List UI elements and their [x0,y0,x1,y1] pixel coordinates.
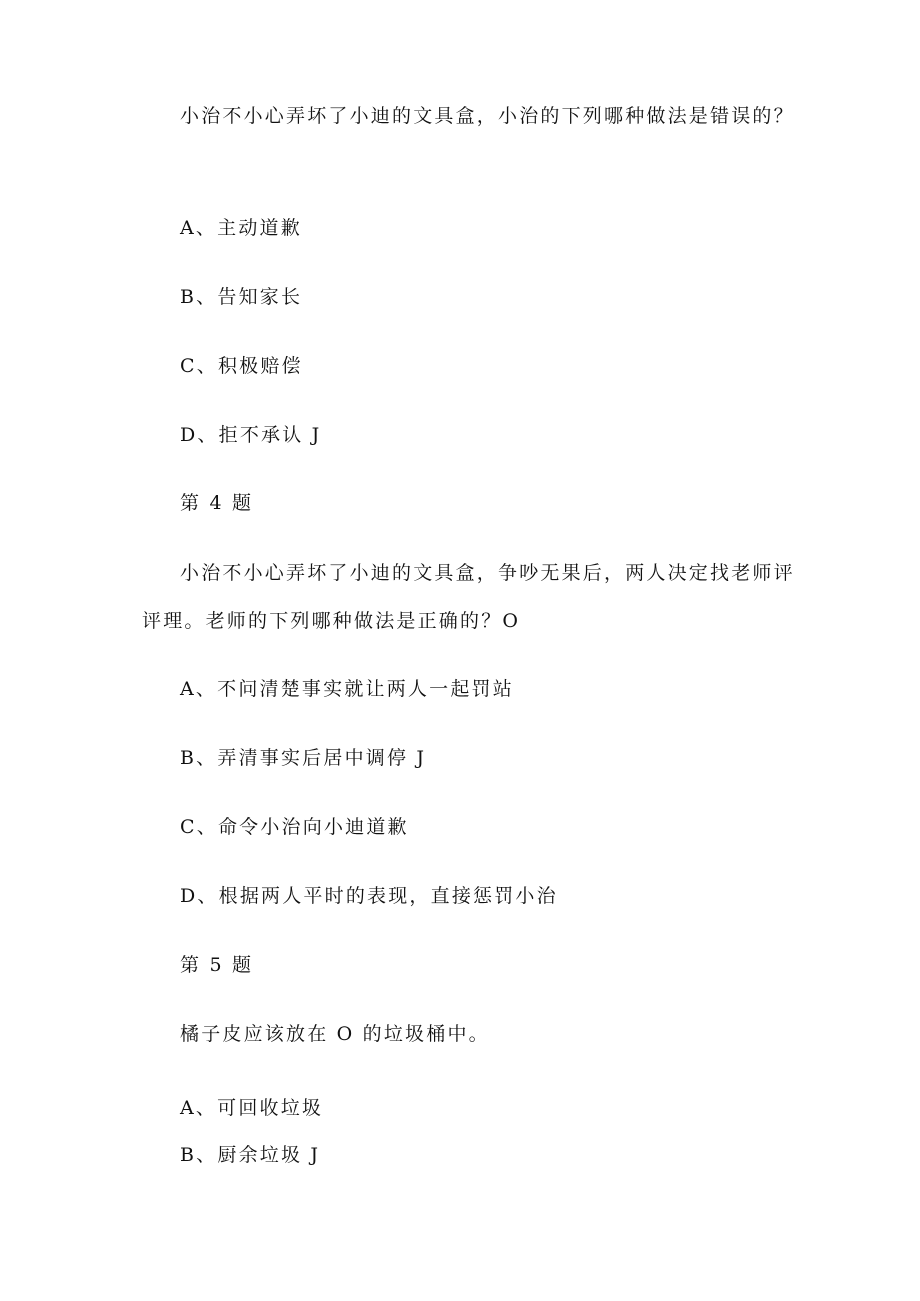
q3-option-b: B、告知家长 [180,286,303,308]
q5-stem: 橘子皮应该放在 O 的垃圾桶中。 [180,1023,490,1045]
q4-stem-line2: 评理。老师的下列哪种做法是正确的？O [142,610,521,632]
q4-heading: 第 4 题 [180,492,254,514]
q4-option-c: C、命令小治向小迪道歉 [180,816,409,838]
q4-option-d: D、根据两人平时的表现，直接惩罚小治 [180,885,558,907]
q5-option-b: B、厨余垃圾 J [180,1144,321,1166]
q4-stem-line1: 小治不小心弄坏了小迪的文具盒，争吵无果后，两人决定找老师评 [180,562,795,584]
q3-option-a: A、主动道歉 [180,217,302,239]
q5-option-a: A、可回收垃圾 [180,1097,324,1119]
q3-stem: 小治不小心弄坏了小迪的文具盒，小治的下列哪种做法是错误的？ [180,105,795,127]
q5-heading: 第 5 题 [180,954,254,976]
q3-option-d: D、拒不承认 J [180,424,322,446]
q4-option-a: A、不问清楚事实就让两人一起罚站 [180,678,514,700]
q4-option-b: B、弄清事实后居中调停 J [180,747,427,769]
q3-option-c: C、积极赔偿 [180,355,303,377]
